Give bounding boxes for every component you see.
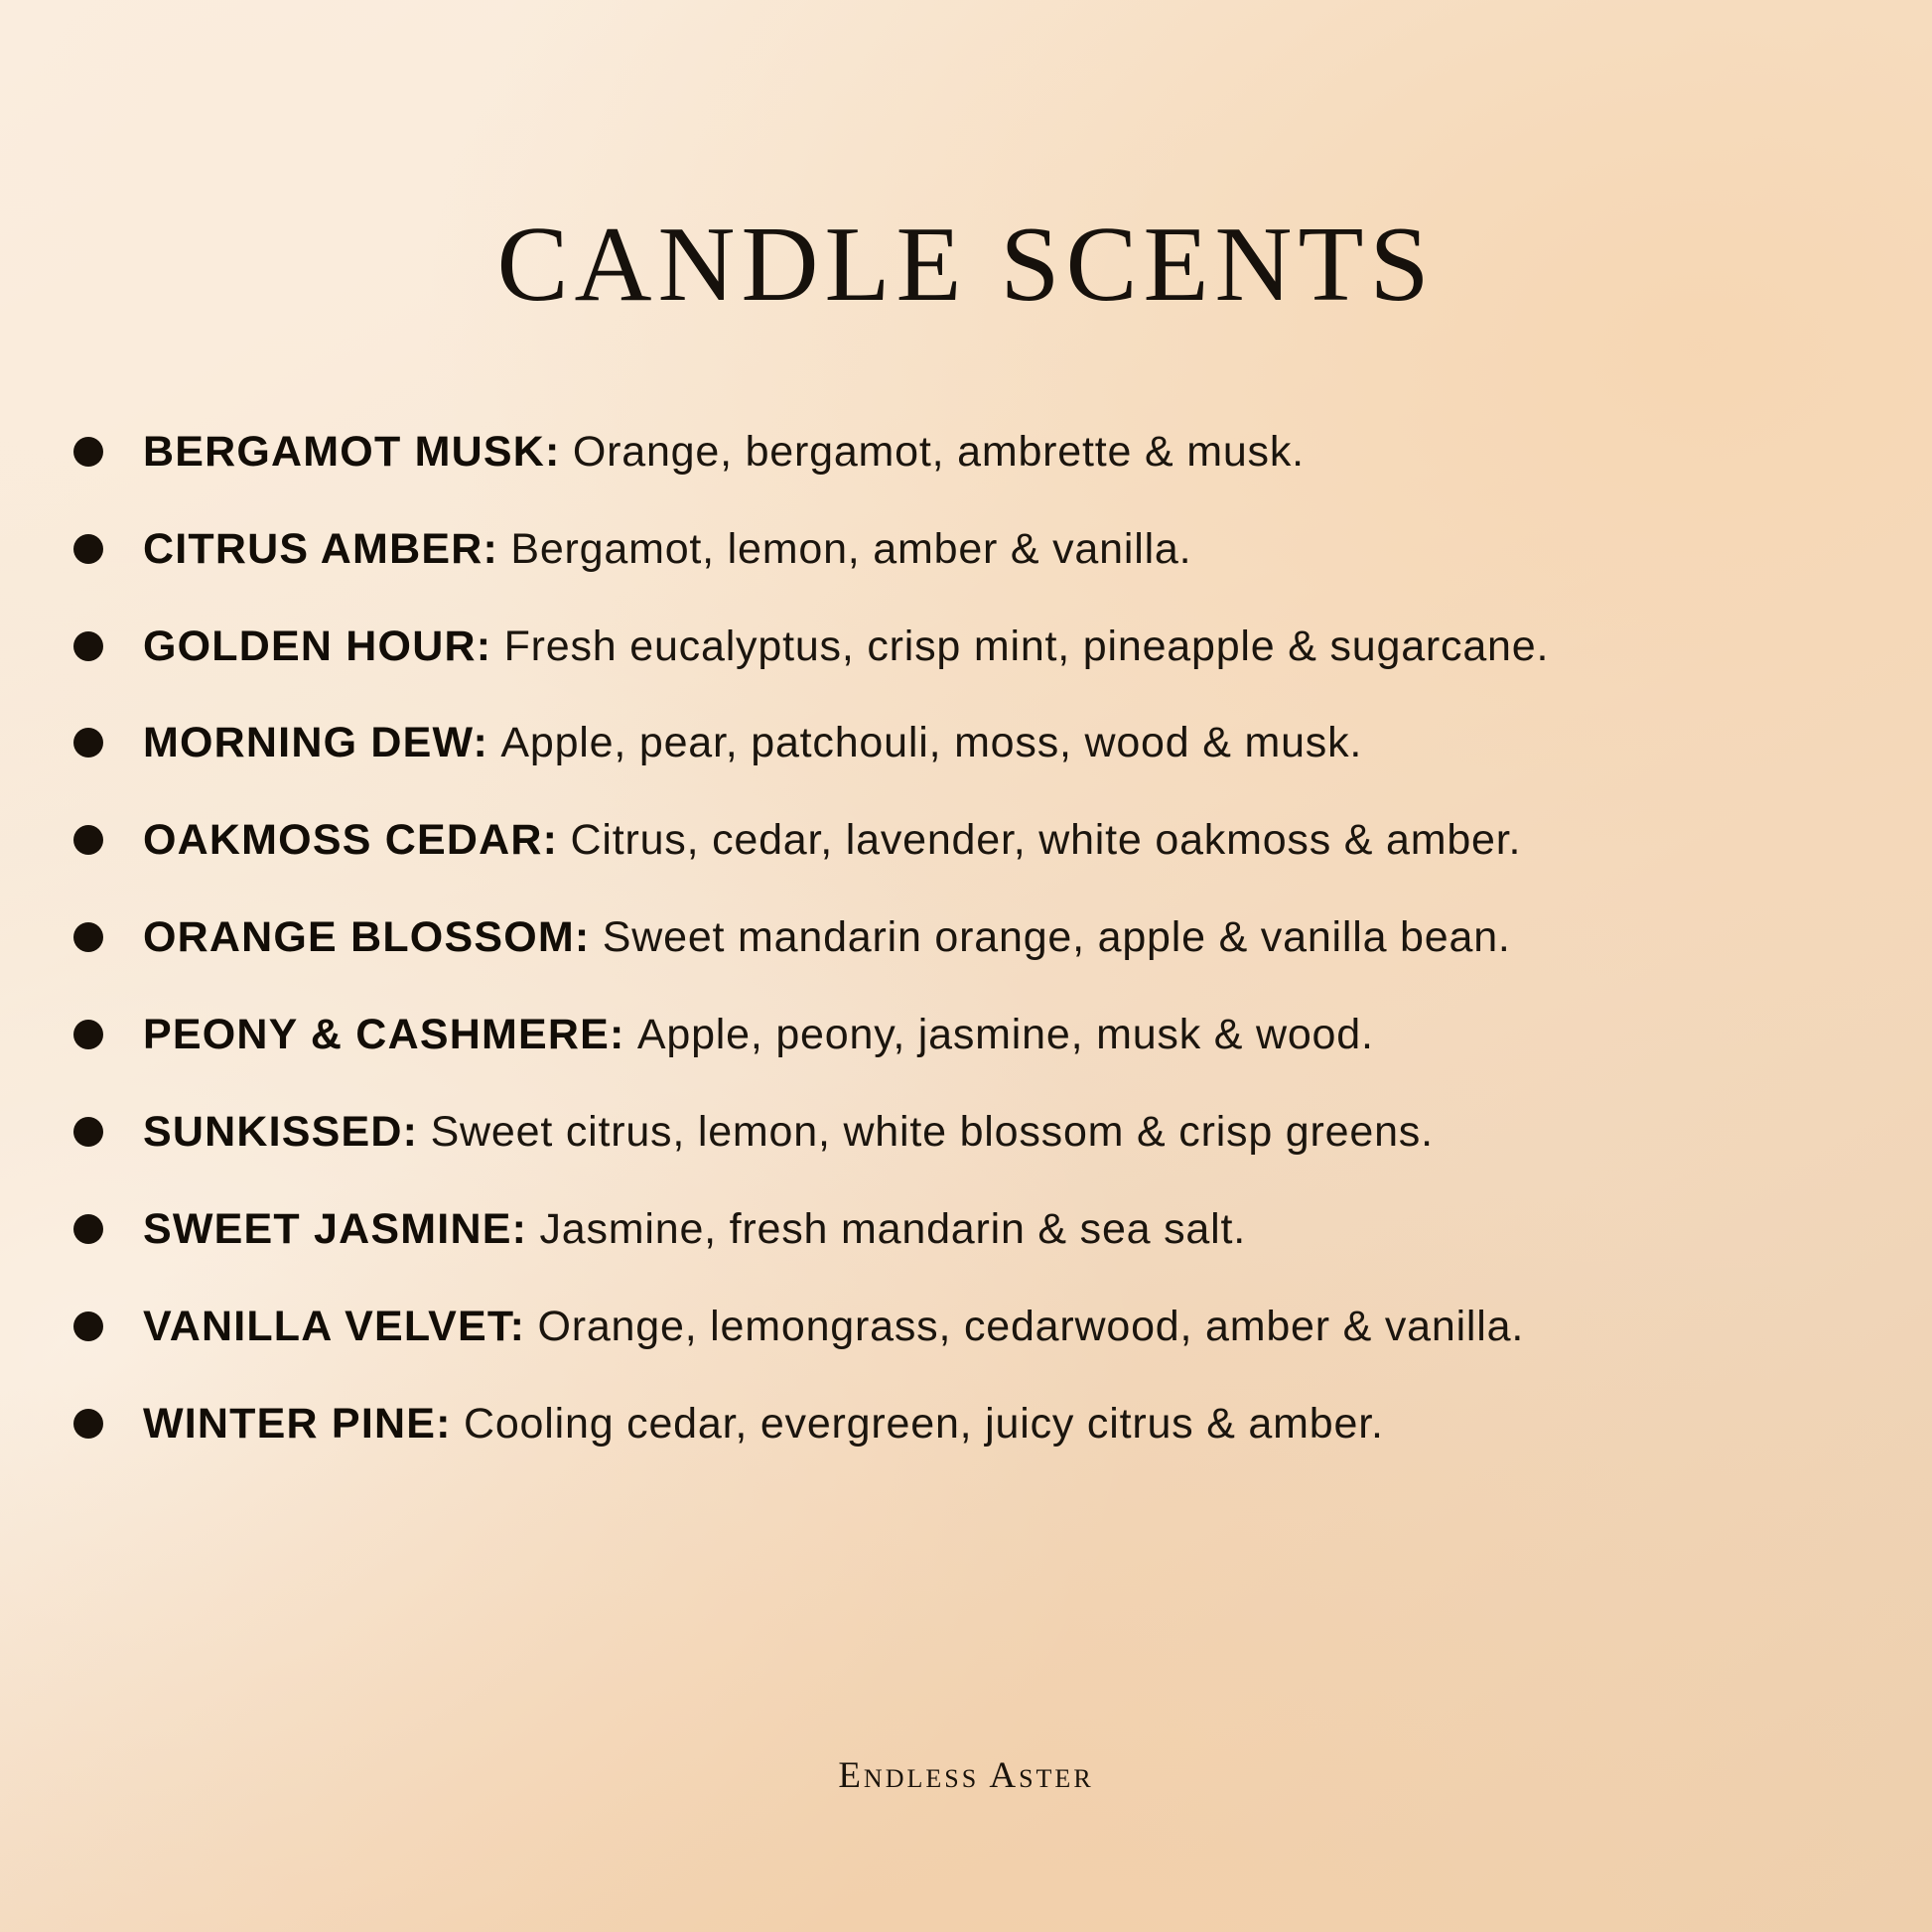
scent-name: ORANGE BLOSSOM: (143, 913, 591, 962)
bullet-icon (73, 1117, 103, 1147)
scent-notes: Apple, pear, patchouli, moss, wood & musk. (500, 719, 1363, 767)
scent-notes: Bergamot, lemon, amber & vanilla. (510, 524, 1192, 573)
scent-name: MORNING DEW: (143, 719, 489, 767)
list-item (66, 910, 1876, 966)
scent-name: BERGAMOT MUSK: (143, 427, 561, 476)
scent-name: OAKMOSS CEDAR: (143, 816, 559, 865)
brand-footer: Endless Aster (838, 1755, 1094, 1796)
bullet-icon (73, 534, 103, 564)
bullet-icon (73, 728, 103, 758)
bullet-icon (73, 437, 103, 467)
list-item (66, 522, 1876, 578)
list-item (66, 716, 1876, 771)
scent-notes: Apple, peony, jasmine, musk & wood. (636, 1011, 1374, 1059)
scent-notes: Citrus, cedar, lavender, white oakmoss & amber. (570, 816, 1522, 865)
bullet-icon (73, 922, 103, 952)
list-item (66, 1300, 1876, 1355)
page-title: CANDLE SCENTS (496, 206, 1436, 325)
scent-notes: Sweet citrus, lemon, white blossom & crisp greens. (430, 1107, 1434, 1156)
scent-name: CITRUS AMBER: (143, 524, 498, 573)
bullet-icon (73, 825, 103, 855)
bullet-icon (73, 631, 103, 661)
scent-name: SUNKISSED: (143, 1107, 419, 1156)
scent-name: GOLDEN HOUR: (143, 621, 492, 670)
bullet-icon (73, 1214, 103, 1244)
bullet-icon (73, 1409, 103, 1439)
list-item (66, 1008, 1876, 1063)
scent-name: WINTER PINE: (143, 1399, 452, 1448)
scent-list (0, 425, 1932, 1452)
list-item (66, 1105, 1876, 1161)
list-item (66, 1397, 1876, 1452)
list-item (66, 813, 1876, 869)
list-item (66, 620, 1876, 675)
scent-notes: Cooling cedar, evergreen, juicy citrus & amber. (463, 1399, 1384, 1448)
scent-notes: Sweet mandarin orange, apple & vanilla bean. (602, 913, 1511, 962)
scent-notes: Fresh eucalyptus, crisp mint, pineapple & sugarcane. (503, 621, 1550, 670)
bullet-icon (73, 1311, 103, 1341)
scent-name: PEONY & CASHMERE: (143, 1011, 625, 1059)
list-item (66, 425, 1876, 481)
list-item (66, 1202, 1876, 1258)
scent-name: SWEET JASMINE: (143, 1204, 528, 1253)
scent-name: VANILLA VELVET: (143, 1302, 526, 1350)
scent-notes: Orange, lemongrass, cedarwood, amber & vanilla. (537, 1302, 1525, 1350)
bullet-icon (73, 1020, 103, 1049)
scent-notes: Orange, bergamot, ambrette & musk. (572, 427, 1305, 476)
scent-notes: Jasmine, fresh mandarin & sea salt. (539, 1204, 1246, 1253)
